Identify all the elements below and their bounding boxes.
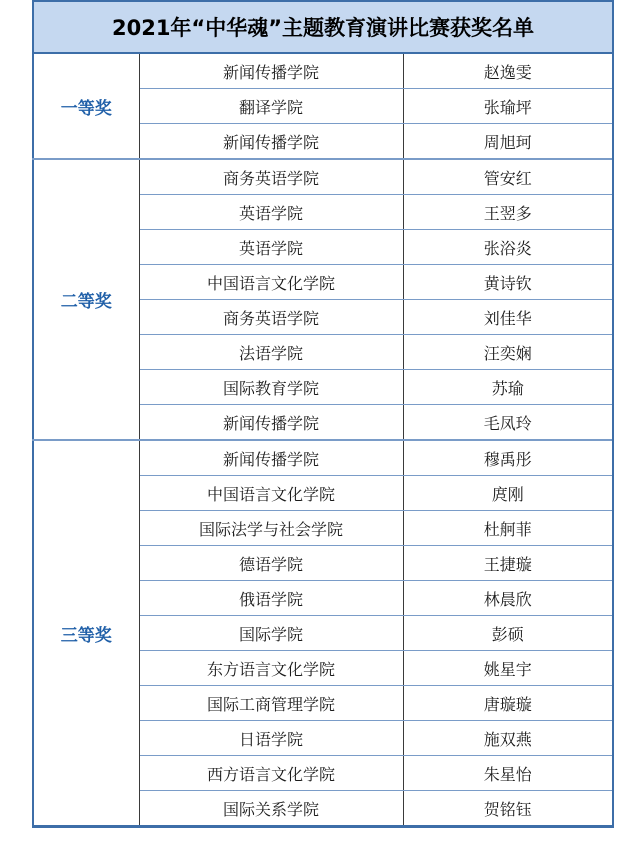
winner-name-cell: 管安红 [403,159,613,195]
winner-name-cell: 张浴炎 [403,230,613,265]
title-row [33,1,613,53]
college-cell: 国际法学与社会学院 [139,511,403,546]
college-cell: 新闻传播学院 [139,405,403,441]
winner-name-cell: 姚星宇 [403,651,613,686]
winner-name-cell: 贺铭钰 [403,791,613,827]
winner-name-cell: 杜舸菲 [403,511,613,546]
winner-name-cell: 张瑜坪 [403,89,613,124]
winner-name-cell: 刘佳华 [403,300,613,335]
college-cell: 新闻传播学院 [139,124,403,160]
college-cell: 国际教育学院 [139,370,403,405]
college-cell: 东方语言文化学院 [139,651,403,686]
award-table-body [33,53,613,827]
table-row [33,159,613,195]
college-cell: 商务英语学院 [139,300,403,335]
winner-name-cell: 苏瑜 [403,370,613,405]
table-row [33,440,613,476]
table-row [33,53,613,89]
award-table [32,0,614,828]
prize-level-first: 一等奖 [33,53,139,159]
winner-name-cell: 王翌多 [403,195,613,230]
winner-name-cell: 朱星怡 [403,756,613,791]
winner-name-cell: 毛凤玲 [403,405,613,441]
winner-name-cell: 林晨欣 [403,581,613,616]
college-cell: 国际工商管理学院 [139,686,403,721]
award-list-sheet [32,0,612,828]
winner-name-cell: 施双燕 [403,721,613,756]
table-title: 2021年“中华魂”主题教育演讲比赛获奖名单 [33,1,613,53]
college-cell: 国际关系学院 [139,791,403,827]
college-cell: 西方语言文化学院 [139,756,403,791]
winner-name-cell: 唐璇璇 [403,686,613,721]
prize-level-third: 三等奖 [33,440,139,827]
college-cell: 俄语学院 [139,581,403,616]
college-cell: 日语学院 [139,721,403,756]
winner-name-cell: 周旭珂 [403,124,613,160]
winner-name-cell: 黄诗钦 [403,265,613,300]
college-cell: 翻译学院 [139,89,403,124]
winner-name-cell: 王捷璇 [403,546,613,581]
winner-name-cell: 汪奕娴 [403,335,613,370]
winner-name-cell: 赵逸雯 [403,53,613,89]
college-cell: 新闻传播学院 [139,440,403,476]
college-cell: 法语学院 [139,335,403,370]
college-cell: 英语学院 [139,230,403,265]
college-cell: 商务英语学院 [139,159,403,195]
college-cell: 德语学院 [139,546,403,581]
college-cell: 英语学院 [139,195,403,230]
winner-name-cell: 彭硕 [403,616,613,651]
prize-level-second: 二等奖 [33,159,139,440]
college-cell: 新闻传播学院 [139,53,403,89]
college-cell: 国际学院 [139,616,403,651]
winner-name-cell: 穆禹彤 [403,440,613,476]
college-cell: 中国语言文化学院 [139,265,403,300]
college-cell: 中国语言文化学院 [139,476,403,511]
winner-name-cell: 庹刚 [403,476,613,511]
